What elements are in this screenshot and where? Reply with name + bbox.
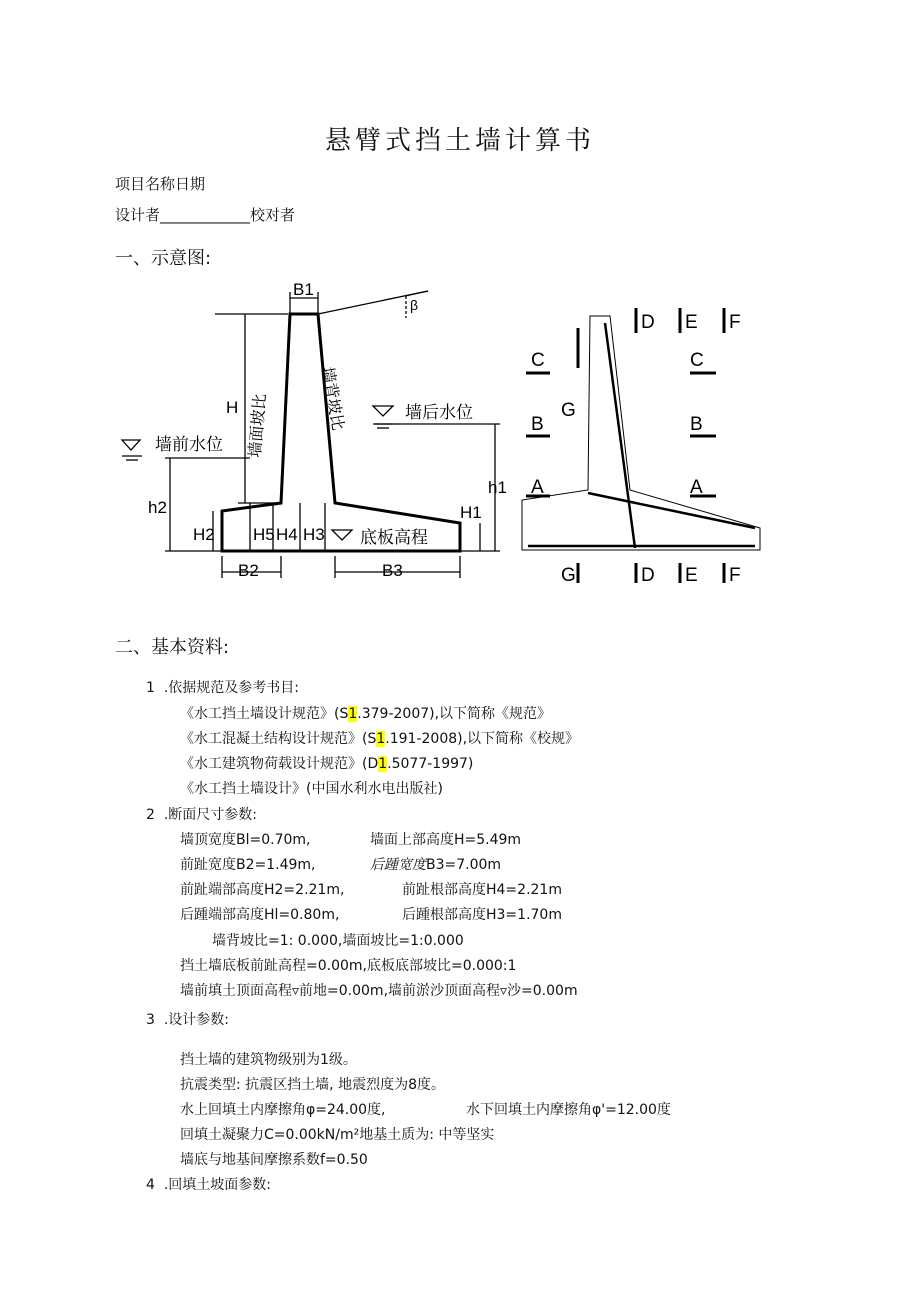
ref-line-2: 《水工混凝土结构设计规范》(S1.191-2008),以下简称《校规》 (180, 731, 580, 747)
toe-width-param: 前趾宽度B2=1.49m, (180, 857, 316, 873)
heel-end-height-param: 后踵端部高度Hl=0.80m, (180, 907, 340, 923)
ref-line-3: 《水工建筑物荷载设计规范》(D1.5077-1997) (180, 756, 474, 772)
friction-angle-below: 水下回填土内摩擦角φ'=12.00度 (466, 1102, 671, 1118)
project-date-line: 项目名称日期 (115, 175, 206, 193)
label-d-bottom: D (641, 565, 655, 586)
base-elevation-param: 挡土墙底板前趾高程=0.00m,底板底部坡比=0.000:1 (180, 958, 517, 974)
ref-line-4: 《水工挡土墙设计》(中国水利水电出版社) (180, 781, 443, 797)
item2-num: 2 (146, 807, 155, 823)
label-H2: H2 (193, 525, 215, 544)
upper-height-param: 墙面上部高度H=5.49m (370, 832, 522, 848)
label-b-left: B (531, 414, 544, 435)
toe-end-height-param: 前趾端部高度H2=2.21m, (180, 882, 345, 898)
label-H5: H5 (253, 525, 275, 544)
label-b-right: B (690, 414, 703, 435)
reinforcement-outline (522, 316, 760, 550)
label-a-left: A (531, 477, 544, 498)
label-f-bottom: F (729, 565, 741, 586)
label-d-top: D (641, 312, 655, 333)
item3-heading (146, 1009, 229, 1029)
label-back-water: 墙后水位 (405, 403, 473, 423)
designer-blank: ____________ (160, 206, 251, 224)
label-back-slope: 墙背坡比 (318, 365, 348, 432)
item2-title: .断面尺寸参数: (163, 807, 257, 823)
label-g-mid: G (561, 400, 576, 421)
base-friction-coef: 墙底与地基间摩擦系数f=0.50 (180, 1152, 368, 1168)
item4-title: .回填土坡面参数: (163, 1177, 271, 1193)
retaining-wall-diagram (110, 278, 780, 593)
label-a-right: A (690, 477, 703, 498)
ref-line-1: 《水工挡土墙设计规范》(S1.379-2007),以下简称《规范》 (180, 706, 552, 722)
top-width-param: 墙顶宽度Bl=0.70m, (180, 832, 311, 848)
label-face-slope: 墙面坡比 (245, 392, 270, 459)
slope-ratio-param: 墙背坡比=1: 0.000,墙面坡比=1:0.000 (212, 933, 464, 949)
label-bottom-elev: 底板高程 (360, 528, 428, 548)
heel-width-param: 后踵宽度B3=7.00m (370, 857, 502, 873)
section-heading-basic-data: 二、基本资料: (115, 637, 230, 658)
label-h: H (226, 398, 239, 417)
item3-num: 3 (146, 1012, 155, 1028)
fill-elevation-param: 墙前填土顶面高程▿前地=0.00m,墙前淤沙顶面高程▿沙=0.00m (180, 983, 578, 999)
building-grade: 挡土墙的建筑物级别为1级。 (180, 1052, 357, 1068)
checker-label: 校对者 (250, 206, 296, 224)
designer-label: 设计者 (115, 206, 161, 224)
label-h2: h2 (148, 498, 167, 517)
item3-title: .设计参数: (163, 1012, 229, 1028)
label-c-left: C (531, 350, 545, 371)
label-g-bottom: G (561, 565, 576, 586)
label-b3: B3 (382, 561, 403, 580)
label-H3: H3 (303, 525, 325, 544)
label-H4: H4 (276, 525, 298, 544)
label-H1: H1 (460, 503, 482, 522)
label-h1: h1 (488, 478, 507, 497)
item2-heading (146, 804, 257, 824)
label-front-water: 墙前水位 (155, 435, 223, 455)
label-b2: B2 (238, 561, 259, 580)
item4-heading (146, 1174, 271, 1194)
toe-root-height-param: 前趾根部高度H4=2.21m (402, 882, 562, 898)
page-title: 悬臂式挡土墙计算书 (324, 126, 595, 156)
label-f-top: F (729, 312, 741, 333)
item1-title: .依据规范及参考书目: (163, 680, 299, 696)
heel-root-height-param: 后踵根部高度H3=1.70m (402, 907, 562, 923)
label-b1: B1 (293, 280, 314, 299)
item1-heading (146, 677, 299, 697)
item4-num: 4 (146, 1177, 155, 1193)
seismic-type: 抗震类型: 抗震区挡土墙, 地震烈度为8度。 (180, 1077, 445, 1093)
label-beta: β (410, 297, 419, 313)
friction-angle-above: 水上回填土内摩擦角φ=24.00度, (180, 1102, 386, 1118)
label-e-top: E (685, 312, 698, 333)
item1-num: 1 (146, 680, 155, 696)
label-c-right: C (690, 350, 704, 371)
designer-line (115, 204, 295, 225)
label-e-bottom: E (685, 565, 698, 586)
section-heading-diagram: 一、示意图: (115, 248, 212, 269)
cohesion-param: 回填土凝聚力C=0.00kN/m²地基土质为: 中等坚实 (180, 1127, 495, 1143)
